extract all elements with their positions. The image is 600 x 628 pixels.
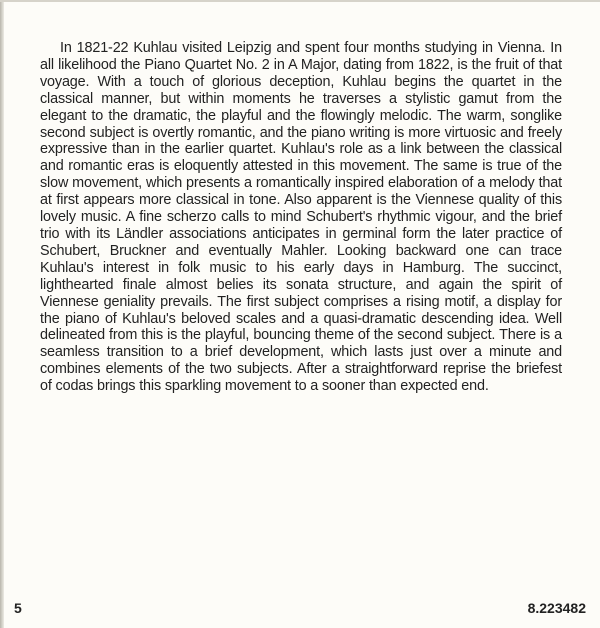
page-binding-edge — [0, 0, 4, 628]
page-number: 5 — [14, 600, 22, 616]
page-top-edge — [0, 0, 600, 2]
body-paragraph: In 1821-22 Kuhlau visited Leipzig and spent four months studying in Vienna. In all likelihood the Piano Quartet No. 2 in A Major, dating from 1822, is the fruit of that voyage. With a touch of glorious deception, Kuhlau begins the quartet in the classical manner, but within moments he traverses a stylistic gamut from the elegant to the dramatic, the playful and the flowingly melodic. The warm, songlike second subject is overtly romantic, and the piano writing is more virtuosic and freely expressive than in the earlier quartet. Kuhlau's role as a link between the classical and romantic eras is eloquently attested in this movement. The same is true of the slow movement, which presents a romantically inspired elaboration of a melody that at first appears more classical in tone. Also apparent is the Viennese quality of this lovely music. A fine scherzo calls to mind Schubert's rhythmic vigour, and the brief trio with its Ländler associations anticipates in germinal form the later practice of Schubert, Bruckner and eventually Mahler. Looking backward one can trace Kuhlau's interest in folk music to his early days in Hamburg. The succinct, lighthearted finale almost belies its sonata structure, and again the spirit of Viennese geniality prevails. The first subject comprises a rising motif, a display for the piano of Kuhlau's beloved scales and a quasi-dramatic descending idea. Well delineated from this is the playful, bouncing theme of the second subject. There is a seamless transition to a brief development, which lasts just over a minute and combines elements of the two subjects. After a straightforward reprise the briefest of codas brings this sparkling movement to a sooner than expected end. — [40, 40, 562, 395]
catalog-number: 8.223482 — [527, 600, 586, 616]
